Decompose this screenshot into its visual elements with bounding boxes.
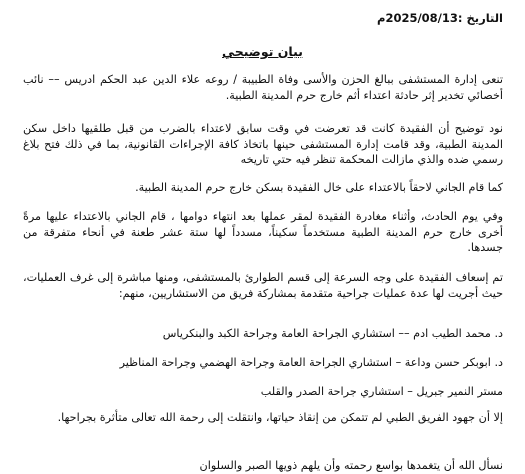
- team-member: د. محمد الطيب ادم –– استشاري الجراحة العامة وجراحة الكبد والبنكرياس: [162, 327, 503, 340]
- paragraph-condolence: تنعى إدارة المستشفى ببالغ الحزن والأسى وفاة الطبيبة / روعه علاء الدين عبد الحكم ادريس –– نائب أخصائي تخدير إثر حادثة اعتداء أثم خارج حرم المدينة الطبية.: [23, 73, 503, 102]
- paragraph-treatment: تم إسعاف الفقيدة على وجه السرعة إلى قسم الطوارئ بالمستشفى، ومنها مباشرة إلى غرف العمليات، حيث أجريت لها عدة عمليات جراحية متقدمة بمشاركة فريق من الاستشاريين، منهم:: [23, 271, 503, 300]
- paragraph-outcome: إلا أن جهود الفريق الطبي لم تتمكن من إنقاذ حياتها، وانتقلت إلى رحمة الله تعالى متأثرة بجراحها.: [57, 411, 503, 424]
- date-label: التاريخ :: [457, 11, 503, 25]
- paragraph-prayer: نسأل الله أن يتغمدها بواسع رحمته وأن يلهم ذويها الصبر والسلوان: [199, 459, 503, 472]
- paragraph-previous-assault: نود توضيح أن الفقيدة كانت قد تعرضت في وقت سابق لاعتداء بالضرب من قبل طلقيها داخل سكن المدينة الطبية، وقد قامت إدارة المستشفى حينها باتخاذ كافة الإجراءات القانونية، بما في ذلك فتح بلاغ رسمي ضده والذي مازالت المحكمة تنظر فيه حتي تاريخه: [23, 122, 503, 166]
- paragraph-incident: وفي يوم الحادث، وأثناء مغادرة الفقيدة لمقر عملها بعد انتهاء دوامها ، قام الجاني بالاعتداء عليها مرةً أخرى خارج حرم المدينة الطبية مستخدماً سكيناً، مسدداً لها ستة عشر طعنة في أنحاء متفرقة من جسدها.: [23, 210, 503, 254]
- paragraph-uncle-assault: كما قام الجاني لاحقاً بالاعتداء على خال الفقيدة بسكن خارج حرم المدينة الطبية.: [135, 181, 503, 194]
- date-value: 2025/08/13م: [377, 11, 458, 25]
- team-member: مستر النمير جبريل – استشاري جراحة الصدر والقلب: [260, 385, 503, 398]
- team-member: د. ابوبكر حسن وداعة – استشاري الجراحة العامة وجراحة الهضمي وجراحة المناظير: [119, 356, 503, 369]
- document-title: بيان توضيحي: [222, 44, 303, 59]
- date-line: [377, 11, 503, 25]
